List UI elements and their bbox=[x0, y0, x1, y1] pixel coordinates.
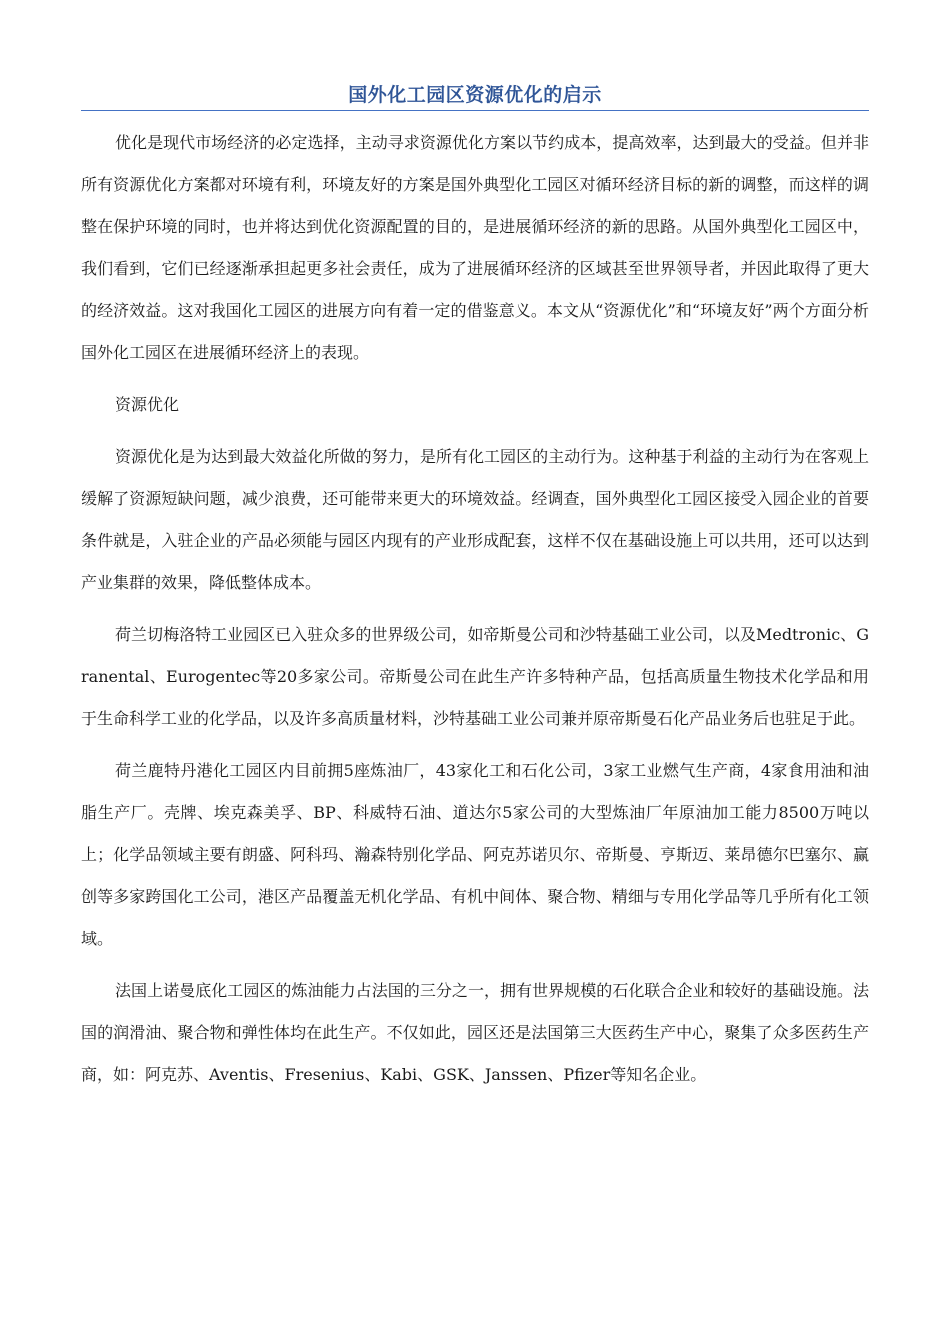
document-body bbox=[81, 122, 869, 1096]
body-paragraph: 荷兰鹿特丹港化工园区内目前拥5座炼油厂，43家化工和石化公司，3家工业燃气生产商，4家食用油和油脂生产厂。壳牌、埃克森美孚、BP、科威特石油、道达尔5家公司的大型炼油厂年原油加工能力8500万吨以上；化学品领域主要有朗盛、阿科玛、瀚森特别化学品、阿克苏诺贝尔、帝斯曼、亨斯迈、莱昂德尔巴塞尔、赢创等多家跨国化工公司，港区产品覆盖无机化学品、有机中间体、聚合物、精细与专用化学品等几乎所有化工领域。 bbox=[81, 761, 869, 948]
body-paragraph: 荷兰切梅洛特工业园区已入驻众多的世界级公司，如帝斯曼公司和沙特基础工业公司，以及Medtronic、Granental、Eurogentec等20多家公司。帝斯曼公司在此生产许多特种产品，包括高质量生物技术化学品和用于生命科学工业的化学品，以及许多高质量材料，沙特基础工业公司兼并原帝斯曼石化产品业务后也驻足于此。 bbox=[81, 625, 869, 728]
body-paragraph: 资源优化是为达到最大效益化所做的努力，是所有化工园区的主动行为。这种基于利益的主动行为在客观上缓解了资源短缺问题，减少浪费，还可能带来更大的环境效益。经调查，国外典型化工园区接受入园企业的首要条件就是，入驻企业的产品必须能与园区内现有的产业形成配套，这样不仅在基础设施上可以共用，还可以达到产业集群的效果，降低整体成本。 bbox=[81, 447, 869, 592]
intro-paragraph: 优化是现代市场经济的必定选择，主动寻求资源优化方案以节约成本，提高效率，达到最大的受益。但并非所有资源优化方案都对环境有利，环境友好的方案是国外典型化工园区对循环经济目标的新的调整，而这样的调整在保护环境的同时，也并将达到优化资源配置的目的，是进展循环经济的新的思路。从国外典型化工园区中，我们看到，它们已经逐渐承担起更多社会责任，成为了进展循环经济的区域甚至世界领导者，并因此取得了更大的经济效益。这对我国化工园区的进展方向有着一定的借鉴意义。本文从“资源优化”和“环境友好”两个方面分析国外化工园区在进展循环经济上的表现。 bbox=[81, 133, 869, 362]
document-page bbox=[81, 80, 869, 1096]
body-paragraph: 法国上诺曼底化工园区的炼油能力占法国的三分之一，拥有世界规模的石化联合企业和较好的基础设施。法国的润滑油、聚合物和弹性体均在此生产。不仅如此，园区还是法国第三大医药生产中心，聚集了众多医药生产商，如：阿克苏、Aventis、Fresenius、Kabi、GSK、Janssen、Pfizer等知名企业。 bbox=[81, 981, 869, 1084]
document-title: 国外化工园区资源优化的启示 bbox=[81, 80, 869, 111]
section-heading: 资源优化 bbox=[115, 395, 180, 414]
